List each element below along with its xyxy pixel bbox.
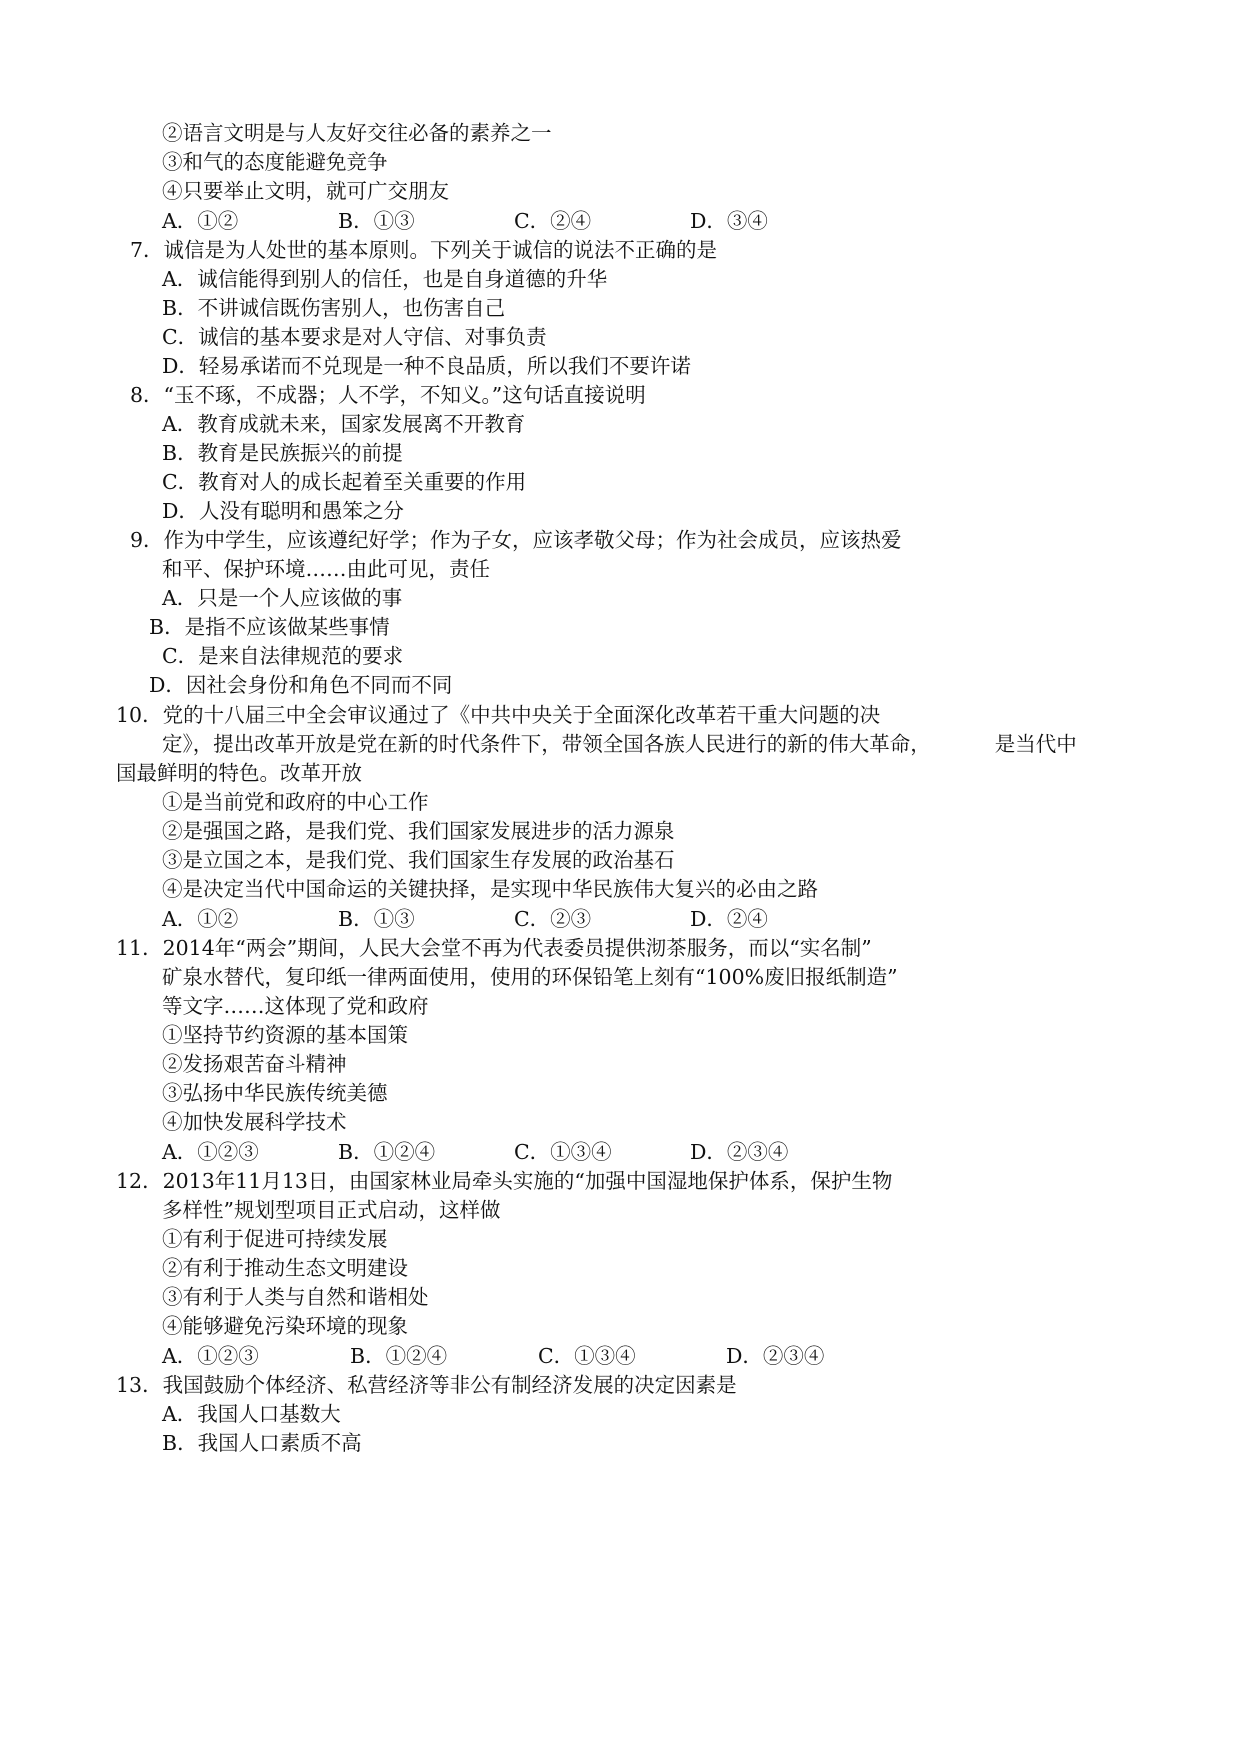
q10-option-a: A．①② — [162, 907, 239, 931]
q11-stem-line-3: 等文字……这体现了党和政府 — [162, 994, 429, 1018]
q6-option-c: C．②④ — [514, 209, 592, 233]
q8-option-d: D．人没有聪明和愚笨之分 — [162, 499, 404, 523]
q10-stem-line-3: 国最鲜明的特色。改革开放 — [116, 761, 362, 785]
q10-stem-line-2 — [162, 730, 1077, 758]
q13-option-a: A．我国人口基数大 — [162, 1402, 341, 1426]
q12-stem-line-2: 多样性”规划型项目正式启动，这样做 — [162, 1198, 501, 1222]
q6-option-b: B．①③ — [338, 209, 415, 233]
q6-options — [162, 207, 768, 235]
q12-options — [162, 1342, 824, 1370]
q10-option-c: C．②③ — [514, 907, 592, 931]
q11-statement-3: ③弘扬中华民族传统美德 — [162, 1081, 388, 1105]
q10-option-b: B．①③ — [338, 907, 415, 931]
q13-option-b: B．我国人口素质不高 — [162, 1431, 362, 1455]
q6-statement-2: ②语言文明是与人友好交往必备的素养之一 — [162, 121, 552, 145]
q6-option-a: A．①② — [162, 209, 239, 233]
q10-statement-3: ③是立国之本，是我们党、我们国家生存发展的政治基石 — [162, 848, 675, 872]
q11-stem-line-2: 矿泉水替代，复印纸一律两面使用，使用的环保铅笔上刻有“100%废旧报纸制造” — [162, 965, 898, 989]
q12-statement-1: ①有利于促进可持续发展 — [162, 1227, 388, 1251]
q6-statement-4: ④只要举止文明，就可广交朋友 — [162, 179, 449, 203]
q11-stem-line-1: 11．2014年“两会”期间，人民大会堂不再为代表委员提供沏茶服务，而以“实名制” — [116, 936, 872, 960]
q11-options — [162, 1138, 788, 1166]
q10-option-d: D．②④ — [690, 907, 768, 931]
q7-option-b: B．不讲诚信既伤害别人，也伤害自己 — [162, 296, 506, 320]
q9-stem-line-1: 9．作为中学生，应该遵纪好学；作为子女，应该孝敬父母；作为社会成员，应该热爱 — [130, 528, 902, 552]
q12-option-c: C．①③④ — [538, 1344, 636, 1368]
q13-stem: 13．我国鼓励个体经济、私营经济等非公有制经济发展的决定因素是 — [116, 1373, 737, 1397]
q8-option-c: C．教育对人的成长起着至关重要的作用 — [162, 470, 527, 494]
q10-statement-4: ④是决定当代中国命运的关键抉择，是实现中华民族伟大复兴的必由之路 — [162, 877, 818, 901]
q11-statement-1: ①坚持节约资源的基本国策 — [162, 1023, 408, 1047]
q12-statement-4: ④能够避免污染环境的现象 — [162, 1314, 408, 1338]
q12-statement-2: ②有利于推动生态文明建设 — [162, 1256, 408, 1280]
q12-option-d: D．②③④ — [726, 1344, 825, 1368]
q11-option-c: C．①③④ — [514, 1140, 612, 1164]
q9-option-d: D．因社会身份和角色不同而不同 — [149, 673, 453, 697]
q10-stem-line-2b: 是当代中 — [994, 732, 1077, 756]
q10-stem-line-2a: 定》，提出改革开放是党在新的时代条件下，带领全国各族人民进行的新的伟大革命， — [162, 732, 931, 756]
q9-option-c: C．是来自法律规范的要求 — [162, 644, 404, 668]
q12-option-b: B．①②④ — [350, 1344, 448, 1368]
q10-stem-line-1: 10．党的十八届三中全会审议通过了《中共中央关于全面深化改革若干重大问题的决 — [116, 703, 881, 727]
q10-options — [162, 905, 768, 933]
q8-option-b: B．教育是民族振兴的前提 — [162, 441, 403, 465]
q7-option-a: A．诚信能得到别人的信任，也是自身道德的升华 — [162, 267, 608, 291]
q10-statement-1: ①是当前党和政府的中心工作 — [162, 790, 429, 814]
q7-option-c: C．诚信的基本要求是对人守信、对事负责 — [162, 325, 547, 349]
q11-option-d: D．②③④ — [690, 1140, 789, 1164]
q6-statement-3: ③和气的态度能避免竞争 — [162, 150, 388, 174]
q8-option-a: A．教育成就未来，国家发展离不开教育 — [162, 412, 526, 436]
q7-stem: 7．诚信是为人处世的基本原则。下列关于诚信的说法不正确的是 — [130, 238, 718, 262]
q12-stem-line-1: 12．2013年11月13日，由国家林业局牵头实施的“加强中国湿地保护体系，保护生物 — [116, 1169, 893, 1193]
q12-option-a: A．①②③ — [162, 1344, 259, 1368]
q9-option-b: B．是指不应该做某些事情 — [149, 615, 390, 639]
q11-statement-4: ④加快发展科学技术 — [162, 1110, 347, 1134]
q11-option-b: B．①②④ — [338, 1140, 436, 1164]
q11-statement-2: ②发扬艰苦奋斗精神 — [162, 1052, 347, 1076]
q7-option-d: D．轻易承诺而不兑现是一种不良品质，所以我们不要许诺 — [162, 354, 691, 378]
q9-stem-line-2: 和平、保护环境……由此可见，责任 — [162, 557, 490, 581]
q9-option-a: A．只是一个人应该做的事 — [162, 586, 403, 610]
q11-option-a: A．①②③ — [162, 1140, 259, 1164]
q10-statement-2: ②是强国之路，是我们党、我们国家发展进步的活力源泉 — [162, 819, 675, 843]
q6-option-d: D．③④ — [690, 209, 768, 233]
q12-statement-3: ③有利于人类与自然和谐相处 — [162, 1285, 429, 1309]
q8-stem: 8．“玉不琢，不成器；人不学，不知义。”这句话直接说明 — [130, 383, 646, 407]
